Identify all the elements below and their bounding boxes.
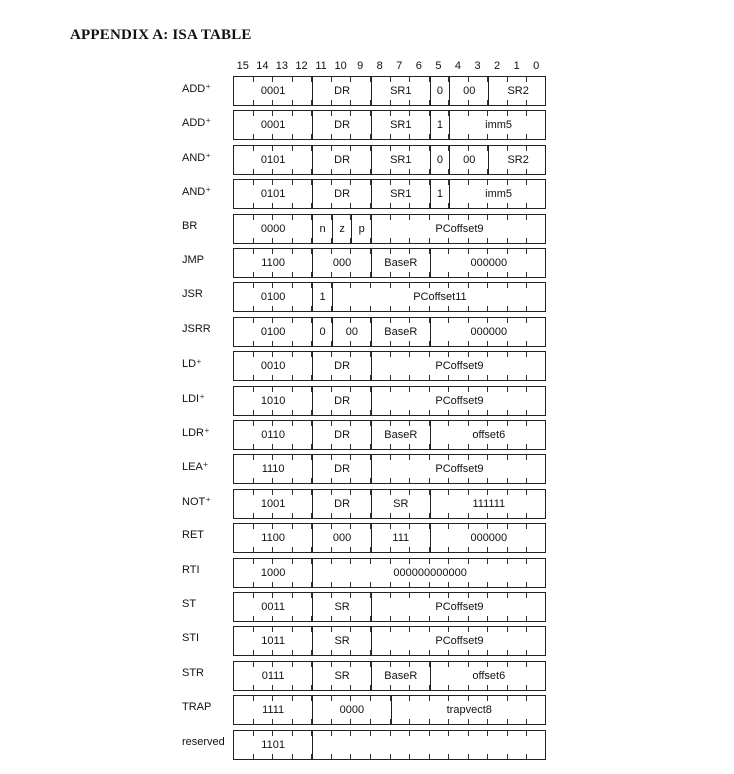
bit-number: 4 — [454, 60, 462, 72]
bit-field: DR — [312, 180, 371, 208]
bit-number: 15 — [236, 60, 249, 72]
instruction-row — [0, 282, 734, 312]
instruction-mnemonic: STR — [182, 666, 204, 679]
instruction-row — [0, 179, 734, 209]
instruction-row — [0, 592, 734, 622]
instruction-mnemonic: reserved — [182, 735, 225, 748]
bit-field: 0011 — [261, 601, 285, 613]
bit-field: 00 — [449, 77, 488, 105]
bit-field: DR — [312, 352, 371, 380]
encoding-box — [233, 317, 546, 347]
instruction-row — [0, 145, 734, 175]
encoding-box — [233, 558, 546, 588]
bit-field: imm5 — [449, 111, 547, 139]
instruction-mnemonic: AND⁺ — [182, 186, 212, 199]
instruction-mnemonic: LDR⁺ — [182, 427, 210, 439]
bit-number-header — [233, 60, 546, 74]
bit-field: BaseR — [371, 318, 430, 346]
bit-field: PCoffset9 — [371, 455, 547, 483]
bit-field — [312, 731, 547, 759]
bit-number: 14 — [256, 60, 269, 72]
bit-field: DR — [312, 387, 371, 415]
bit-field: 00 — [332, 318, 371, 346]
bit-field: 0000 — [260, 222, 286, 235]
bit-number: 3 — [474, 60, 481, 72]
bit-field: PCoffset9 — [371, 593, 547, 621]
bit-field: PCoffset9 — [371, 352, 547, 380]
bit-field: n — [312, 215, 332, 243]
bit-field: 1001 — [260, 497, 286, 510]
bit-number: 0 — [533, 60, 540, 72]
instruction-mnemonic: JSR — [182, 288, 203, 301]
bit-field: 1 — [430, 180, 450, 208]
encoding-box — [233, 695, 546, 725]
bit-field: 0010 — [260, 360, 286, 373]
bit-field: SR — [312, 627, 371, 655]
bit-field: PCoffset9 — [371, 387, 547, 415]
bit-field: SR2 — [488, 77, 547, 105]
instruction-mnemonic: JSRR — [182, 322, 211, 335]
bit-field: 000000000000 — [312, 559, 547, 587]
bit-field: imm5 — [449, 180, 547, 208]
bit-number: 10 — [334, 60, 347, 72]
instruction-mnemonic: TRAP — [182, 701, 212, 714]
instruction-row — [0, 420, 734, 450]
bit-number: 13 — [275, 60, 289, 72]
bit-field: 1111 — [262, 704, 285, 717]
bit-number: 6 — [415, 60, 422, 72]
encoding-box — [233, 282, 546, 312]
bit-field: 1110 — [261, 463, 285, 476]
bit-field: offset6 — [430, 662, 547, 690]
encoding-box — [233, 351, 546, 381]
bit-field: 0100 — [260, 325, 286, 338]
bit-field: SR1 — [371, 111, 430, 139]
instruction-mnemonic: ST — [182, 598, 197, 610]
bit-field: 1011 — [261, 635, 285, 648]
instruction-row — [0, 523, 734, 553]
encoding-box — [233, 386, 546, 416]
encoding-box — [233, 76, 546, 106]
bit-field: SR — [312, 593, 371, 621]
encoding-box — [233, 523, 546, 553]
bit-field: 1010 — [260, 394, 286, 407]
bit-field: 1 — [312, 283, 332, 311]
bit-field: 111 — [371, 524, 430, 552]
instruction-row — [0, 558, 734, 588]
bit-field: 0101 — [260, 188, 286, 201]
encoding-box — [233, 145, 546, 175]
encoding-box — [233, 110, 546, 140]
instruction-mnemonic: LD⁺ — [182, 358, 202, 371]
instruction-row — [0, 386, 734, 416]
page-title: APPENDIX A: ISA TABLE — [70, 27, 252, 43]
bit-field: DR — [312, 490, 371, 518]
instruction-row — [0, 661, 734, 691]
bit-field: DR — [312, 421, 371, 449]
bit-field: 0 — [430, 146, 450, 174]
instruction-mnemonic: RTI — [182, 563, 200, 576]
bit-field: BaseR — [371, 249, 430, 277]
bit-number: 5 — [435, 60, 442, 72]
bit-field: SR1 — [371, 77, 430, 105]
instruction-row — [0, 351, 734, 381]
instruction-mnemonic: LEA⁺ — [182, 461, 209, 474]
bit-field: SR — [371, 490, 430, 518]
bit-field: 00 — [449, 146, 488, 174]
bit-field: 000000 — [430, 318, 547, 346]
bit-field: BaseR — [371, 662, 430, 690]
bit-field: 1101 — [261, 738, 285, 751]
bit-field: z — [332, 215, 352, 243]
instruction-row — [0, 695, 734, 725]
bit-field: 000 — [312, 524, 371, 552]
bit-field: 0100 — [260, 291, 286, 304]
encoding-box — [233, 626, 546, 656]
bit-field: 0 — [312, 318, 332, 346]
bit-number: 2 — [494, 60, 501, 72]
bit-field: PCoffset9 — [371, 627, 547, 655]
bit-field: 0001 — [260, 85, 286, 97]
encoding-box — [233, 248, 546, 278]
bit-field: 1 — [430, 111, 450, 139]
encoding-box — [233, 454, 546, 484]
bit-field: 0101 — [260, 153, 286, 166]
bit-number: 8 — [376, 60, 383, 72]
bit-field: 000000 — [430, 249, 547, 277]
bit-field: 111111 — [430, 490, 547, 518]
bit-field: SR1 — [371, 146, 430, 174]
bit-field: DR — [312, 455, 371, 483]
bit-field: DR — [312, 77, 371, 105]
instruction-row — [0, 248, 734, 278]
bit-number: 7 — [396, 60, 403, 72]
bit-field: PCoffset11 — [332, 283, 547, 311]
instruction-row — [0, 626, 734, 656]
bit-field: 0001 — [260, 119, 286, 132]
instruction-mnemonic: ADD⁺ — [182, 117, 212, 130]
instruction-row — [0, 214, 734, 244]
instruction-row — [0, 317, 734, 347]
instruction-row — [0, 110, 734, 140]
bit-field: 000000 — [430, 524, 547, 552]
instruction-mnemonic: RET — [182, 529, 204, 542]
bit-field: SR1 — [371, 180, 430, 208]
instruction-mnemonic: AND⁺ — [182, 151, 212, 164]
bit-field: BaseR — [371, 421, 430, 449]
instruction-row — [0, 730, 734, 760]
encoding-box — [233, 592, 546, 622]
bit-number: 1 — [513, 60, 520, 72]
bit-field: 0 — [430, 77, 450, 105]
bit-field: p — [351, 215, 371, 243]
bit-field: 1000 — [260, 566, 286, 579]
instruction-row — [0, 489, 734, 519]
instruction-row — [0, 454, 734, 484]
instruction-mnemonic: BR — [182, 219, 198, 232]
bit-field: offset6 — [430, 421, 547, 449]
bit-field: 000 — [312, 249, 371, 277]
bit-field: 1100 — [261, 257, 285, 269]
bit-field: 0000 — [312, 696, 390, 724]
bit-field: SR2 — [488, 146, 547, 174]
bit-field: DR — [312, 111, 371, 139]
bit-field: 1100 — [261, 532, 285, 545]
bit-field: DR — [312, 146, 371, 174]
encoding-box — [233, 420, 546, 450]
encoding-box — [233, 489, 546, 519]
instruction-mnemonic: STI — [182, 632, 200, 645]
bit-number: 11 — [315, 60, 327, 72]
encoding-box — [233, 179, 546, 209]
bit-number: 12 — [295, 60, 308, 72]
encoding-box — [233, 661, 546, 691]
bit-field: 0110 — [261, 429, 285, 441]
instruction-mnemonic: LDI⁺ — [182, 392, 205, 405]
instruction-row — [0, 76, 734, 106]
bit-field: trapvect8 — [391, 696, 548, 724]
bit-field: PCoffset9 — [371, 215, 547, 243]
bit-field: 0111 — [261, 669, 285, 682]
instruction-mnemonic: NOT⁺ — [182, 495, 212, 508]
instruction-mnemonic: JMP — [182, 254, 204, 266]
instruction-mnemonic: ADD⁺ — [182, 83, 212, 95]
encoding-box — [233, 730, 546, 760]
bit-field: SR — [312, 662, 371, 690]
bit-number: 9 — [357, 60, 364, 72]
encoding-box — [233, 214, 546, 244]
